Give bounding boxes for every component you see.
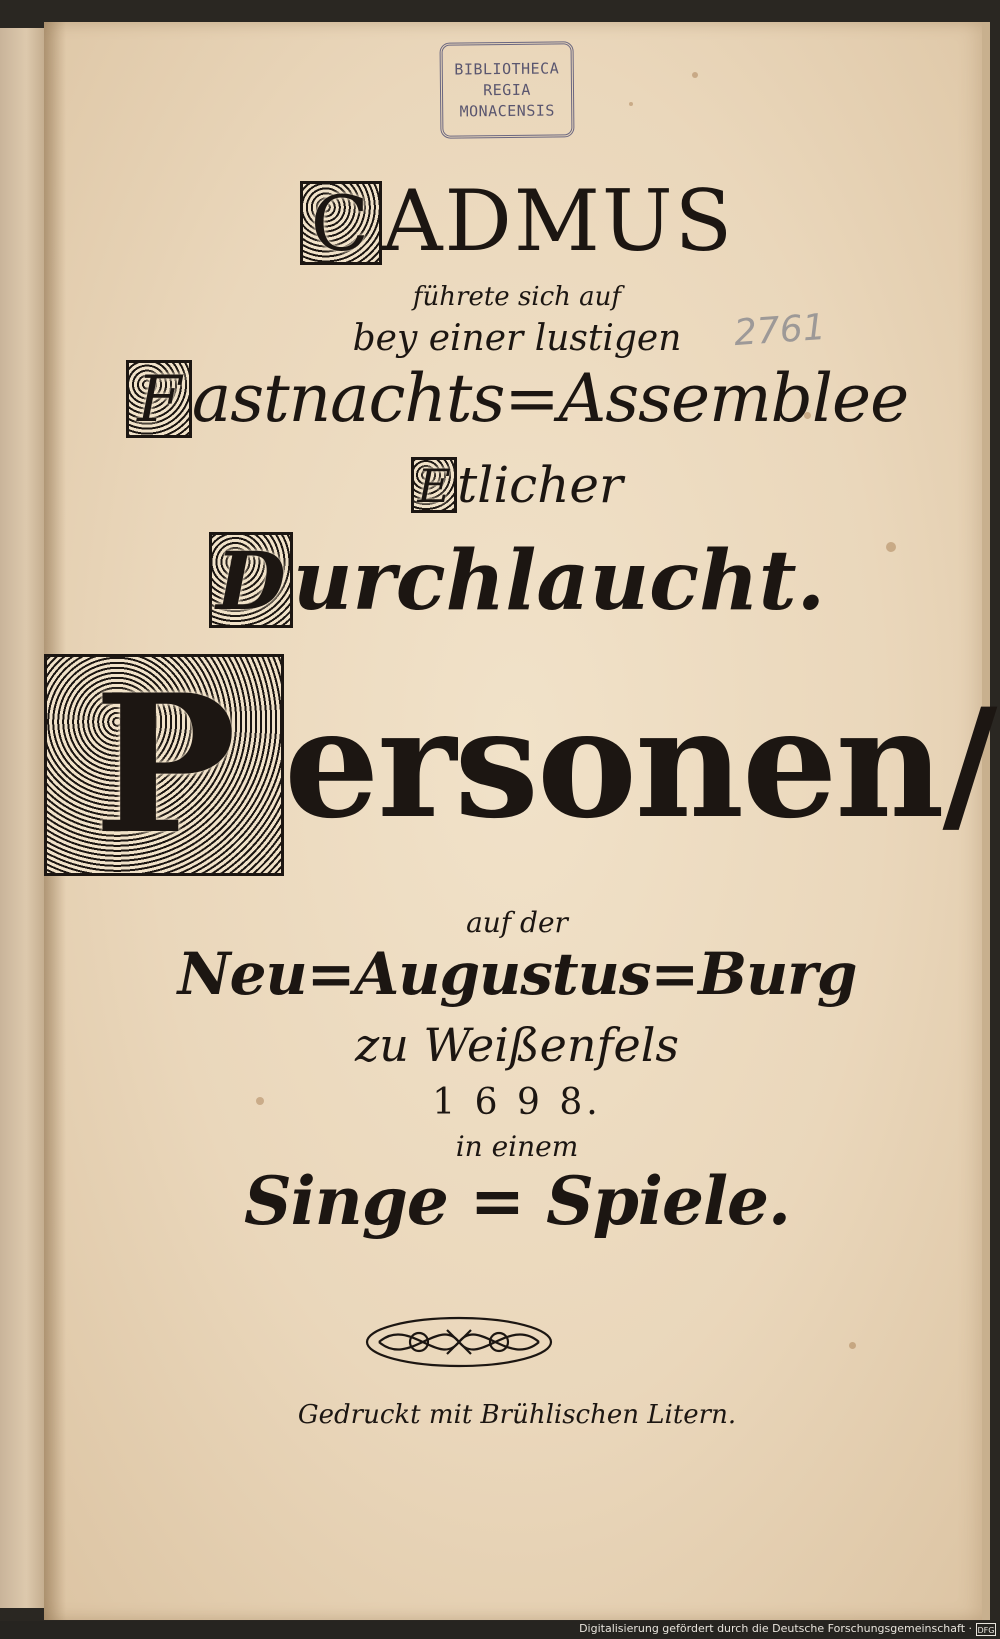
shelfmark-pencil-note: 2761 (732, 306, 827, 355)
imprint-line: Gedruckt mit Brühlischen Litern. (297, 1400, 737, 1430)
facing-page-edge (0, 28, 50, 1608)
title-page (44, 22, 996, 1620)
title-line-cadmus (44, 172, 990, 270)
foxing-spot (849, 1342, 856, 1349)
ornament-flourish (359, 1310, 559, 1374)
foxing-spot (629, 102, 633, 106)
initial-f: F (126, 360, 192, 438)
stamp-line-3: MONACENSIS (459, 101, 555, 120)
initial-d: D (209, 532, 293, 628)
title-line-etlicher (44, 456, 990, 514)
title-etlicher-rest: tlicher (457, 456, 623, 514)
title-line-singe-spiele: Singe = Spiele. (243, 1162, 791, 1240)
dfg-logo-icon: DFG (976, 1623, 996, 1636)
foxing-spot (692, 72, 698, 78)
title-line-neu-augustus-burg: Neu=Augustus=Burg (177, 940, 857, 1008)
title-cadmus-rest: ADMUS (381, 172, 735, 270)
title-line-auf-der: auf der (466, 906, 568, 939)
title-line-2: führete sich auf (412, 282, 622, 312)
digitization-credit: Digitalisierung gefördert durch die Deutsche Forschungsgemeinschaft · (579, 1622, 972, 1635)
title-fastnachts-rest: astnachts=Assemblee (191, 360, 909, 437)
title-durchlaucht-rest: urchlaucht. (292, 533, 826, 629)
title-line-year: 1 6 9 8. (432, 1082, 602, 1123)
title-personen-rest: ersonen/ (284, 676, 996, 852)
library-stamp (440, 41, 575, 138)
stamp-line-2: REGIA (483, 80, 531, 99)
stamp-line-1: BIBLIOTHECA (454, 58, 560, 79)
initial-c: C (300, 181, 382, 265)
title-line-in-einem: in einem (455, 1130, 579, 1163)
initial-e: E (411, 457, 457, 513)
title-line-3: bey einer lustigen (352, 318, 682, 359)
title-line-durchlaucht (44, 532, 990, 629)
title-line-fastnachts (44, 360, 990, 438)
initial-p: P (44, 654, 284, 876)
title-line-personen (44, 653, 996, 876)
title-line-weissenfels: zu Weißenfels (354, 1018, 680, 1072)
